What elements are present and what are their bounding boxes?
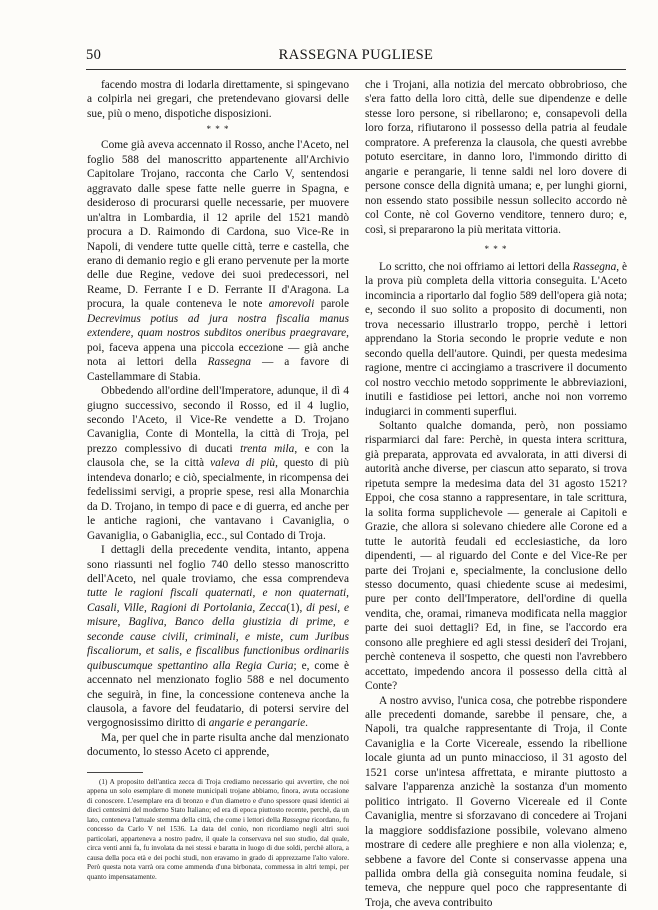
right-column (365, 78, 627, 910)
right-paragraph-3: Soltanto qualche domanda, però, non possiamo risparmiarci dal fare: Perchè, in questa intera scrittura, già preparata, approvata ed avvalorata, in atti diversi di autorità anche diverse, per ciascun atto separato, si trova ripetuta sempre la medesima data del 31 agosto 1521? Eppoi, che cosa stanno a rappresentare, in tale scrittura, la solita forma supplichevole — generale ai Capitoli e Grazie, che allora si solevano chiedere alle Corone ed a tutte le autorità feudali ed ecclesiastiche, da loro dipendenti, — al riguardo del Conte e del Vice-Re per parte dei Trojani e, specialmente, la conclusione dello stesso documento, quasi chiedente scuse ai medesimi, pure per conto dell'Imperatore, dell'ordine di quella vendita, che, oramai, rimaneva modificata nella maggior parte dei suoi dettagli? Ed, in fine, se l'accordo era consono alle preghiere ed agli stessi desiderî dei Trojani, perchè conteneva il sospetto, che questi non l'avrebbero accettato, impedendo ancora il possesso della città al Conte? (365, 419, 627, 693)
left-column (87, 78, 349, 882)
separator-stars: * * * (206, 124, 230, 135)
footnote: (1) A proposito dell'antica zecca di Troja crediamo necessario qui avvertire, che noi appena un solo esemplare di monete municipali trojane abbiamo, finora, avuta occasione di conoscere. L'esemplare era di bronzo e d'un diametro e d'uno spessore quasi identici ai dieci centesimi del moderno Stato Italiano; ed era di epoca piuttosto recente, perchè, da un lato, conteneva l'attuale stemma della città, che come i lettori della Rassegna ricordano, fu concesso da Carlo V nel 1536. La data del conio, non ricordiamo negli altri suoi particolari, apparteneva a nostro padre, il quale la conservava nel suo studio, dal quale, circa venti anni fa, fu involata da nei stessi e baratta in luogo di due soldi, perchè allora, a causa della poca età e dei pochi studi, non eravamo in grado di apprezzarne l'alto valore. Però questa nota varrà ora come ammenda d'una birbonata, commessa in altri tempi, per quanto impensatamente. (87, 777, 349, 881)
section-separator-right (365, 245, 627, 253)
running-title: RASSEGNA PUGLIESE (278, 47, 434, 63)
header-rule (86, 69, 626, 70)
left-paragraph-1: facendo mostra di lodarla direttamente, si spingevano a colpirla nei gregari, che pretendevano giovarsi delle sue, più o meno, dispotiche disposizioni. (87, 79, 349, 120)
footnote-rule (87, 772, 143, 773)
page-header (86, 47, 626, 65)
separator-stars-right: * * * (484, 243, 508, 254)
left-paragraph-5: Ma, per quel che in parte risulta anche dal menzionato documento, lo stesso Aceto ci apprende, (87, 731, 349, 759)
left-paragraph-3: Obbedendo all'ordine dell'Imperatore, adunque, il dì 4 giugno successivo, secondo il Rosso, ed il 4 luglio, secondo l'Aceto, il Vice-Re vendette a D. Trojano Cavaniglia, Conte di Montella, la città di Troja, pel prezzo complessivo di ducati trenta mila, e con la clausola che, se la città valeva di più, questo di più intendeva donarlo; e ciò, specialmente, in ricompensa dei fedelissimi servigi, a proprie spese, resi alla Monarchia da D. Trojano, in tempo di pace e di guerra, ed anche per le antiche ragioni, che vantavano i Cavaniglia, o Gavaniglia, o Gabaniglia, ecc., sul Contado di Troja. (87, 385, 349, 542)
page-number: 50 (86, 47, 102, 63)
right-paragraph-1: che i Trojani, alla notizia del mercato obbrobrioso, che s'era fatto della loro città, delle sue dipendenze e delle stesse loro persone, si ribellarono; e, consapevoli della loro forza, rifiutarono il possesso della patria al feudale compratore. A preferenza la clausola, che questi avrebbe potuto esercitare, in danno loro, l'immondo diritto di angarie e perangarie, li tenne saldi nel loro dovere di persone consce della dignità umana; e, per lunghi giorni, non essendo stato possibile nessun sollecito accordo nè col Conte, nè col Governo venditore, tennero duro; e, così, si prepararono la più meritata vittoria. (365, 79, 627, 236)
right-paragraph-4: A nostro avviso, l'unica cosa, che potrebbe rispondere alle precedenti domande, sarebbe il pensare, che, a Napoli, tra qualche rappresentante di Troja, il Conte Cavaniglia e la Corte Vicereale, essendo la ribellione locale giunta ad un punto minaccioso, il 31 agosto del 1521 corse un'intesa affrettata, e mirante piuttosto a salvare l'apparenza anzichè la sostanza d'un momento politico intrigato. Il Governo Vicereale ed il Conte Cavaniglia, mentre si sforzavano di concedere ai Trojani la maggiore soddisfazione possibile, volevano almeno mostrare di cedere alle preghiere e non alla violenza; e, sebbene a favore del Conte si conservasse appena una pallida ombra della già conseguita nomina feudale, si temeva, che neppure quel poco che rappresentante di Troja, che aveva contribuito (365, 694, 627, 909)
section-separator (87, 125, 349, 133)
left-paragraph-2: Come già aveva accennato il Rosso, anche l'Aceto, nel foglio 588 del manoscritto appartenente all'Archivio Capitolare Trojano, racconta che Carlo V, sentendosi aggravato dalle spese fatte nelle guerre in Spagna, e desideroso di procurarsi quelle necessarie, per muovere un'altra in Lombardia, il 12 aprile del 1521 mandò procura a D. Raimondo di Cardona, suo Vice-Re in Napoli, di vendere tutte quelle città, terre e castella, che erano di demanio regio e gli erano pervenute per la morte delle due Regine, vedove dei suoi predecessori, nel Reame, D. Ferrante I e D. Ferrante II d'Aragona. La procura, la quale conteneva le note amorevoli parole Decrevimus potius ad jura nostra fiscalia manus extendere, quam nostros subditos oneribus praegravare, poi, faceva appena una piccola eccezione — già anche nota ai lettori della Rassegna — a favore di Castellammare di Stabia. (87, 139, 350, 383)
left-paragraph-4: I dettagli della precedente vendita, intanto, appena sono riassunti nel foglio 740 dello stesso manoscritto dell'Aceto, nel quale troviamo, che essa comprendeva tutte le ragioni fiscali quaternati, e non quaternati, Casali, Ville, Ragioni di Portolania, Zecca(1), di pesi, e misure, Baglivа, Banco della giustizia di prime, e seconde cause civili, criminali, e miste, cum Juribus fiscaliorum, et salis, e fiscalibus functionibus ordinariis quibuscumque spettantino alla Regia Curia; e, come è accennato nel menzionato foglio 588 e nel documento che seguirà, in fine, la concessione conteneva anche la clausola, a favore del feudatario, di potersi servire del vergognosissimo diritto di angarie e perangarie. (87, 544, 349, 730)
right-paragraph-2: Lo scritto, che noi offriamo ai lettori della Rassegna, è la prova più completa della vittoria conseguita. L'Aceto incomincia a riportarlo dal foglio 589 dell'opera già nota; e, secondo il suo solito a proposito di documenti, non trova necessario illustrarlo troppo, perchè i lettori apprendano la Storia secondo le proprie vedute e non secondo quella dell'autore. Quindi, per questa medesima ragione, mentre ci accingiamo a trascrivere il documento col nostro vecchio metodo sopprimente le abbreviazioni, inutili e fastidiose pei lettori, anche noi non vorremo indugiarci in commenti superflui. (365, 260, 627, 418)
